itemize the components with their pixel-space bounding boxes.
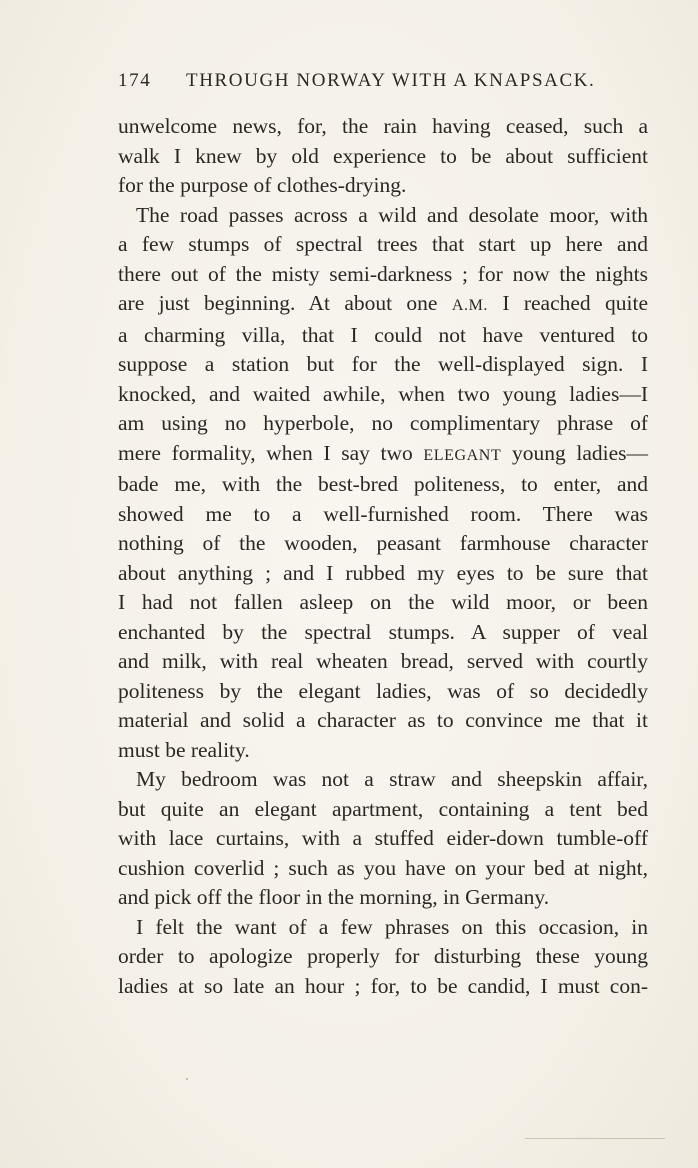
smallcaps-am: A.M. bbox=[451, 297, 489, 314]
text-line: must be reality. bbox=[118, 737, 250, 762]
text-line-with-smallcaps bbox=[118, 289, 648, 321]
text-line: with lace curtains, with a stuffed eider-down tumble-off bbox=[118, 826, 648, 850]
text-fragment: are just beginning. At about one bbox=[118, 291, 452, 315]
text-line: knocked, and waited awhile, when two young ladies—I bbox=[118, 381, 648, 406]
text-fragment: young ladies— bbox=[501, 440, 649, 465]
text-line: a charming villa, that I could not have ventured to bbox=[118, 322, 648, 347]
text-line: about anything ; and I rubbed my eyes to be sure that bbox=[118, 560, 648, 585]
text-line: showed me to a well-furnished room. There was bbox=[118, 501, 648, 526]
text-line: for the purpose of clothes-drying. bbox=[118, 173, 407, 197]
text-line: am using no hyperbole, no complimentary phrase of bbox=[118, 411, 648, 435]
text-line: but quite an elegant apartment, containing a tent bed bbox=[118, 796, 648, 821]
text-line: nothing of the wooden, peasant farmhouse character bbox=[118, 531, 648, 555]
smallcaps-elegant: ELEGANT bbox=[423, 446, 502, 464]
paper-speck bbox=[186, 1078, 188, 1080]
text-line: My bedroom was not a straw and sheepskin affair, bbox=[136, 767, 648, 791]
text-line: I had not fallen asleep on the wild moor, or been bbox=[118, 590, 648, 614]
text-fragment: I reached quite bbox=[488, 291, 649, 315]
paragraph-3 bbox=[118, 765, 648, 913]
text-line: politeness by the elegant ladies, was of so decidedly bbox=[118, 678, 648, 703]
text-fragment: mere formality, when I say two bbox=[118, 440, 424, 465]
paragraph-4 bbox=[118, 913, 648, 1002]
text-line: material and solid a character as to convince me that it bbox=[118, 708, 648, 732]
text-line: there out of the misty semi-darkness ; for now the nights bbox=[118, 261, 648, 286]
text-line: cushion coverlid ; such as you have on your bed at night, bbox=[118, 855, 648, 880]
text-line: bade me, with the best-bred politeness, to enter, and bbox=[118, 472, 648, 496]
text-line: unwelcome news, for, the rain having ceased, such a bbox=[118, 114, 648, 138]
text-line-with-smallcaps bbox=[118, 439, 648, 471]
text-line: walk I knew by old experience to be about sufficient bbox=[118, 143, 648, 168]
body-text bbox=[118, 112, 648, 1001]
paragraph-2 bbox=[118, 201, 648, 766]
text-line: The road passes across a wild and desolate moor, with bbox=[136, 202, 648, 227]
text-line: order to apologize properly for disturbing these young bbox=[118, 944, 648, 968]
text-line: a few stumps of spectral trees that start up here and bbox=[118, 232, 648, 256]
page-number: 174 bbox=[118, 70, 152, 91]
text-line: I felt the want of a few phrases on this occasion, in bbox=[136, 914, 648, 939]
text-line: suppose a station but for the well-displayed sign. I bbox=[118, 352, 648, 376]
running-title: THROUGH NORWAY WITH A KNAPSACK. bbox=[186, 70, 596, 91]
text-line: ladies at so late an hour ; for, to be candid, I must con- bbox=[118, 973, 648, 998]
text-line: and milk, with real wheaten bread, served with courtly bbox=[118, 649, 648, 673]
running-header bbox=[118, 70, 596, 100]
text-line: and pick off the floor in the morning, in Germany. bbox=[118, 885, 550, 909]
text-line: enchanted by the spectral stumps. A supper of veal bbox=[118, 619, 648, 644]
paragraph-1 bbox=[118, 112, 648, 201]
bottom-edge-rule bbox=[525, 1138, 665, 1139]
